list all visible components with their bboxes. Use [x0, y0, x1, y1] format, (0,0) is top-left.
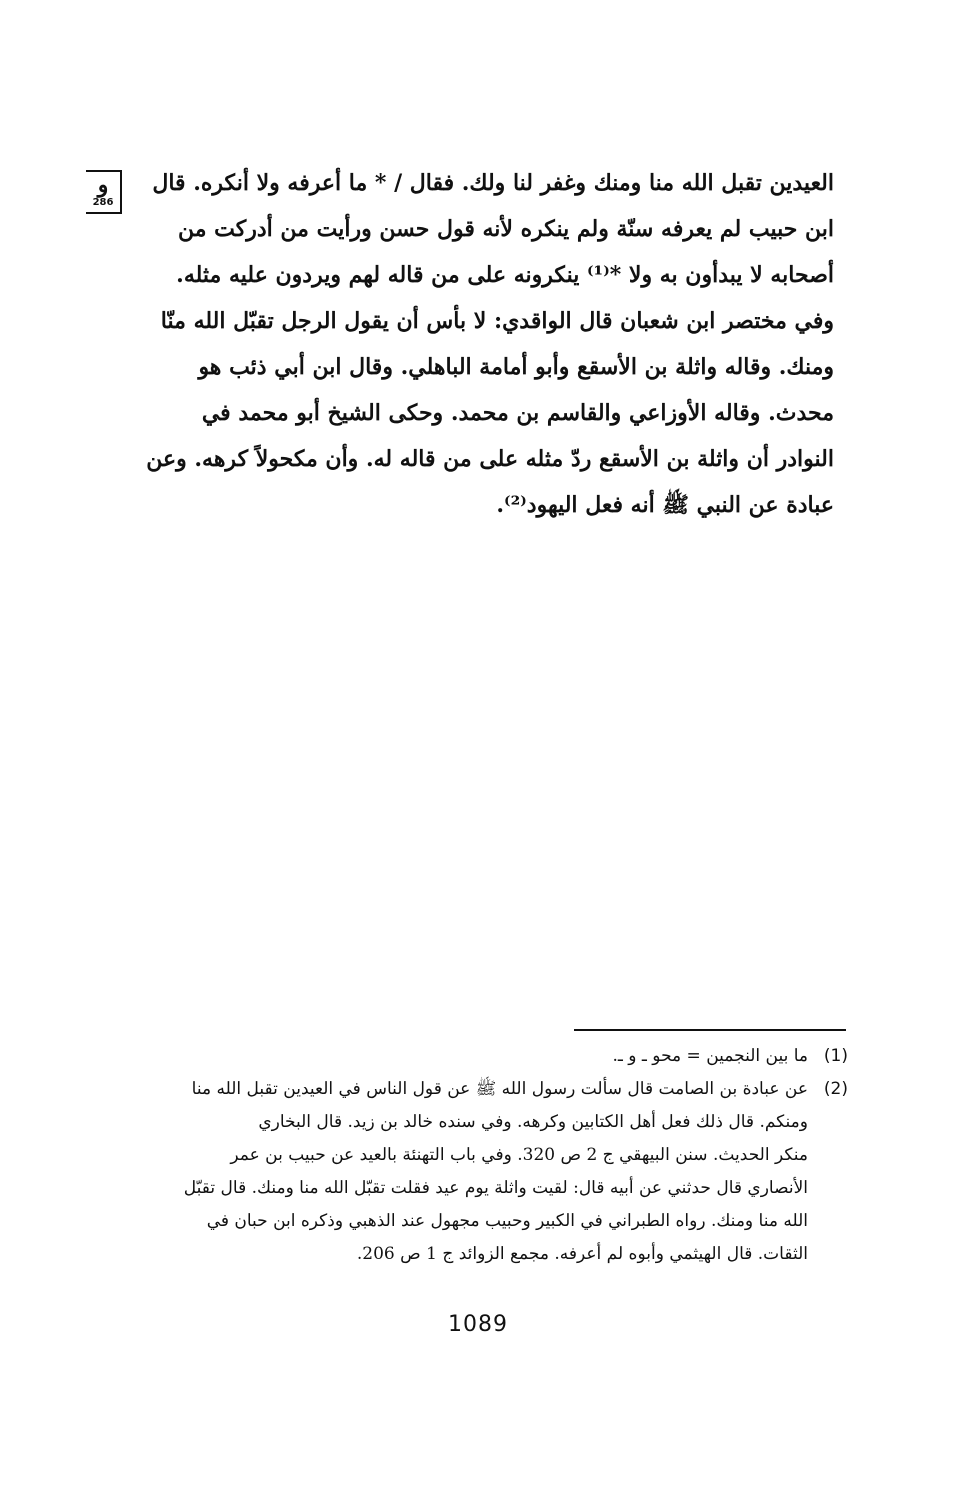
main-text-line: ابن حبيب لم يعرفه سنّة ولم ينكره لأنه قول حسن ورأيت من أدركت من — [177, 216, 834, 242]
footnote-separator — [574, 1029, 846, 1031]
footnote-2 — [100, 1073, 848, 1271]
main-text-line: وفي مختصر ابن شعبان قال الواقدي: لا بأس أن يقول الرجل تقبّل الله منّا — [160, 308, 834, 334]
folio-number: 286 — [92, 197, 114, 208]
page-number: 1089 — [448, 1312, 508, 1337]
footnote-text — [100, 1040, 808, 1073]
footnote-number: (1) — [823, 1046, 848, 1066]
footnote-line: منكر الحديث. سنن البيهقي ج 2 ص 320. وفي باب التهنئة بالعيد عن حبيب بن عمر — [230, 1145, 808, 1165]
manuscript-siglum: و — [97, 172, 109, 198]
footnotes-block — [100, 1040, 848, 1271]
manuscript-folio-marker — [86, 170, 122, 214]
footnote-line: ومنكم. قال ذلك فعل أهل الكتابين وكرهه. وفي سنده خالد بن زيد. قال البخاري — [258, 1112, 808, 1132]
main-text-line: عبادة عن النبي ﷺ أنه فعل اليهود⁽²⁾. — [496, 492, 834, 518]
footnote-number: (2) — [823, 1079, 848, 1099]
footnote-line: الأنصاري قال حدثني عن أبيه قال: لقيت واثلة يوم عيد فقلت تقبّل الله منا ومنك. قال تقبّل — [183, 1178, 808, 1198]
footnote-line: الثقات. قال الهيثمي وأبوه لم أعرفه. مجمع الزوائد ج 1 ص 206. — [356, 1244, 808, 1264]
footnote-1 — [100, 1040, 848, 1073]
footnote-line: ما بين النجمين = محو ـ و ـ. — [612, 1046, 808, 1066]
footnote-line: عن عبادة بن الصامت قال سألت رسول الله ﷺ عن قول الناس في العيدين تقبل الله منا — [191, 1079, 808, 1099]
main-text-line: أصحابه لا يبدأون به ولا *⁽¹⁾ ينكرونه على من قاله لهم ويردون عليه مثله. — [176, 262, 834, 288]
footnote-text — [100, 1073, 808, 1271]
main-text-line: محدث. وقاله الأوزاعي والقاسم بن محمد. وحكى الشيخ أبو محمد في — [201, 400, 834, 426]
main-text-block — [126, 160, 834, 528]
main-text-line: النوادر أن واثلة بن الأسقع ردّ مثله على من قاله له. وأن مكحولاً كرهه. وعن — [146, 446, 834, 472]
footnote-line: الله منا ومنك. رواه الطبراني في الكبير وحبيب مجهول عند الذهبي وذكره ابن حبان في — [206, 1211, 808, 1231]
main-text-line: ومنك. وقاله واثلة بن الأسقع وأبو أمامة الباهلي. وقال ابن أبي ذئب هو — [198, 354, 834, 380]
main-text-line: العيدين تقبل الله منا ومنك وغفر لنا ولك. فقال / * ما أعرفه ولا أنكره. قال — [152, 170, 834, 196]
